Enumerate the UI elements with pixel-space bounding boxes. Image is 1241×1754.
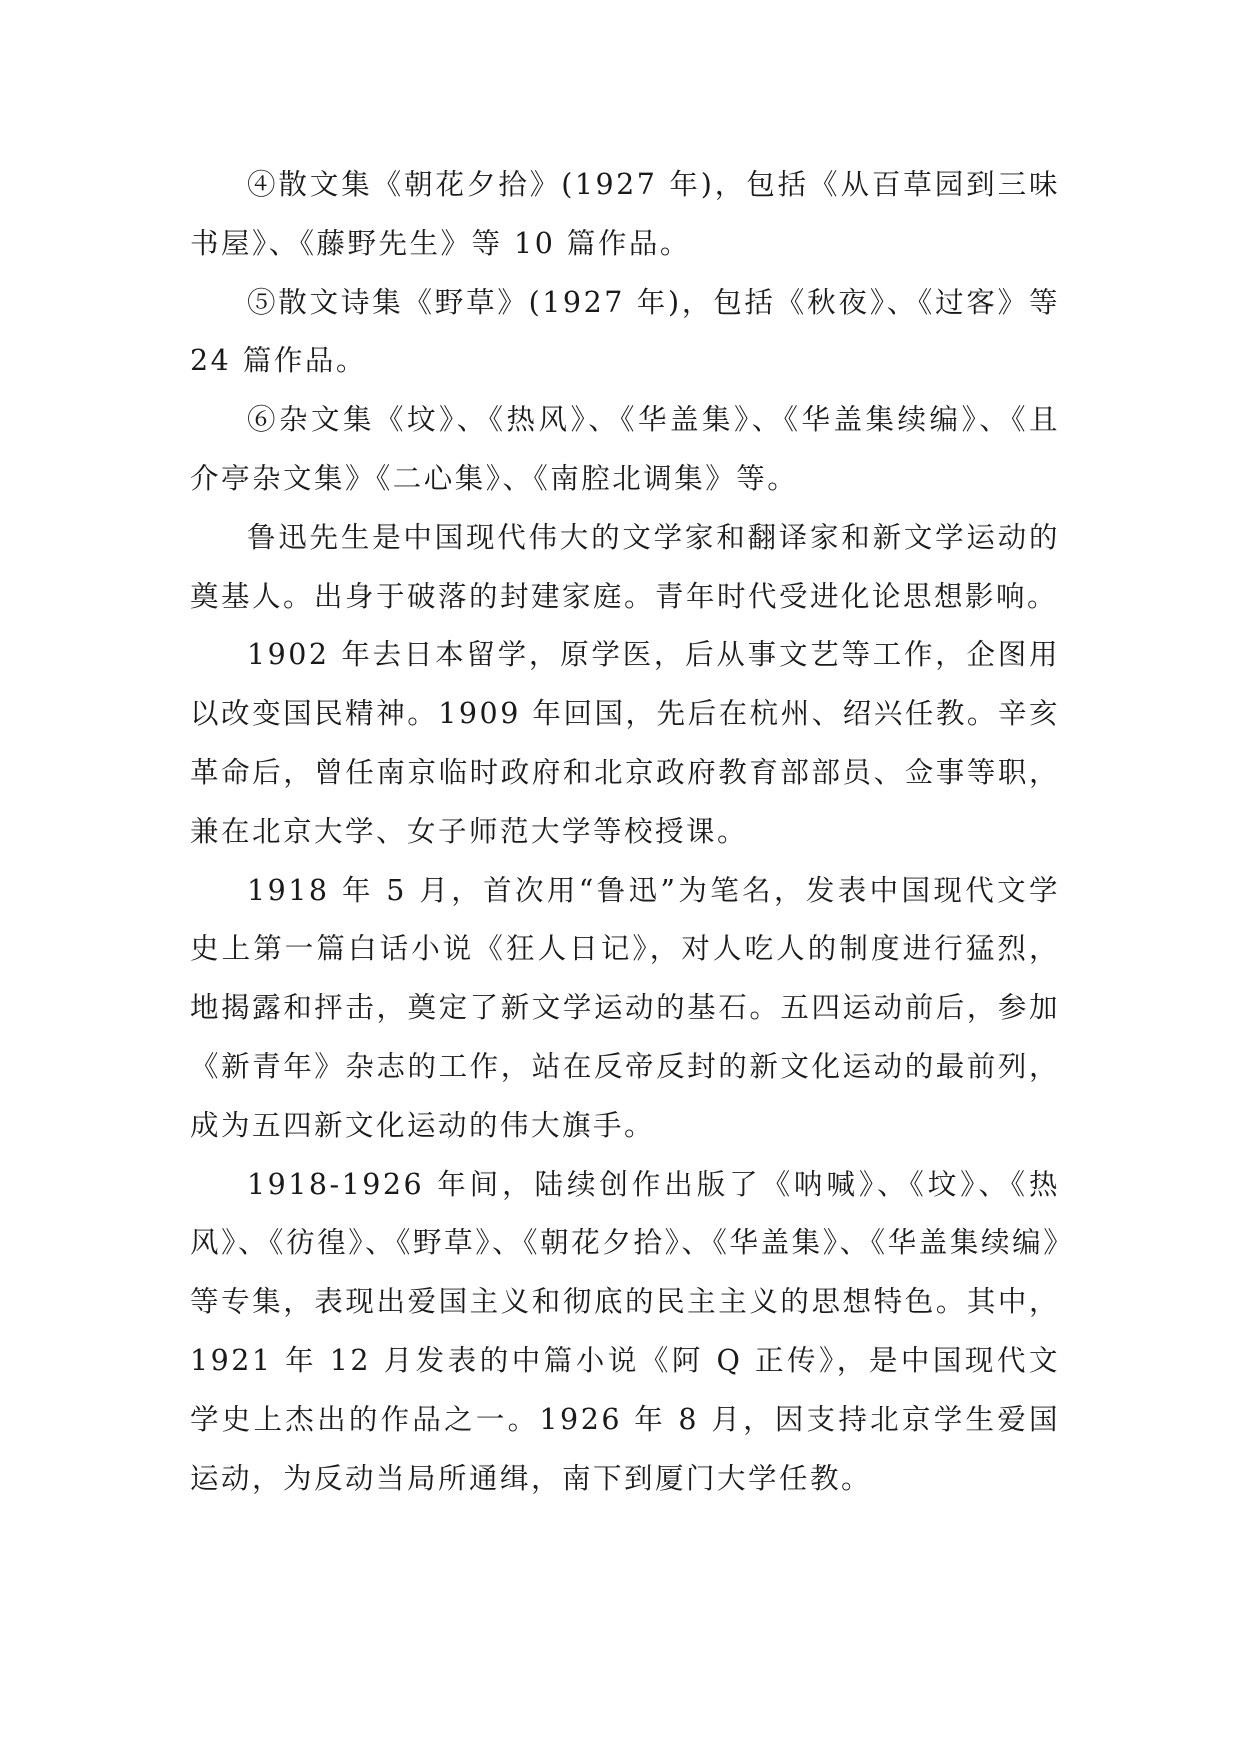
paragraph-1918-madman-diary: 1918 年 5 月，首次用“鲁迅”为笔名，发表中国现代文学史上第一篇白话小说《狂人日记》，对人吃人的制度进行猛烈，地揭露和抨击，奠定了新文学运动的基石。五四运动前后，参加《新青年》杂志的工作，站在反帝反封的新文化运动的最前列，成为五四新文化运动的伟大旗手。 [190, 873, 1060, 1142]
paragraph-wild-grass: ⑤散文诗集《野草》(1927 年)，包括《秋夜》、《过客》等 24 篇作品。 [190, 285, 1060, 378]
paragraph-lu-xun-intro: 鲁迅先生是中国现代伟大的文学家和翻译家和新文学运动的奠基人。出身于破落的封建家庭。青年时代受进化论思想影响。 [190, 520, 1060, 613]
document-body [190, 156, 1060, 1508]
paragraph-1902-japan: 1902 年去日本留学，原学医，后从事文艺等工作，企图用以改变国民精神。1909 年回国，先后在杭州、绍兴任教。辛亥革命后，曾任南京临时政府和北京政府教育部部员、佥事等职，兼在北京大学、女子师范大学等校授课。 [190, 638, 1060, 848]
paragraph-morning-flowers: ④散文集《朝花夕拾》(1927 年)，包括《从百草园到三味书屋》、《藤野先生》等 10 篇作品。 [190, 168, 1060, 260]
paragraph-essay-collections: ⑥杂文集《坟》、《热风》、《华盖集》、《华盖集续编》、《且介亭杂文集》《二心集》、《南腔北调集》等。 [190, 403, 1060, 495]
paragraph-1918-1926-works: 1918-1926 年间，陆续创作出版了《呐喊》、《坟》、《热风》、《彷徨》、《野草》、《朝花夕拾》、《华盖集》、《华盖集续编》等专集，表现出爱国主义和彻底的民主主义的思想特色。其中，1921 年 12 月发表的中篇小说《阿 Q 正传》，是中国现代文学史上杰出的作品之一。1926 年 8 月，因支持北京学生爱国运动，为反动当局所通缉，南下到厦门大学任教。 [190, 1167, 1060, 1495]
